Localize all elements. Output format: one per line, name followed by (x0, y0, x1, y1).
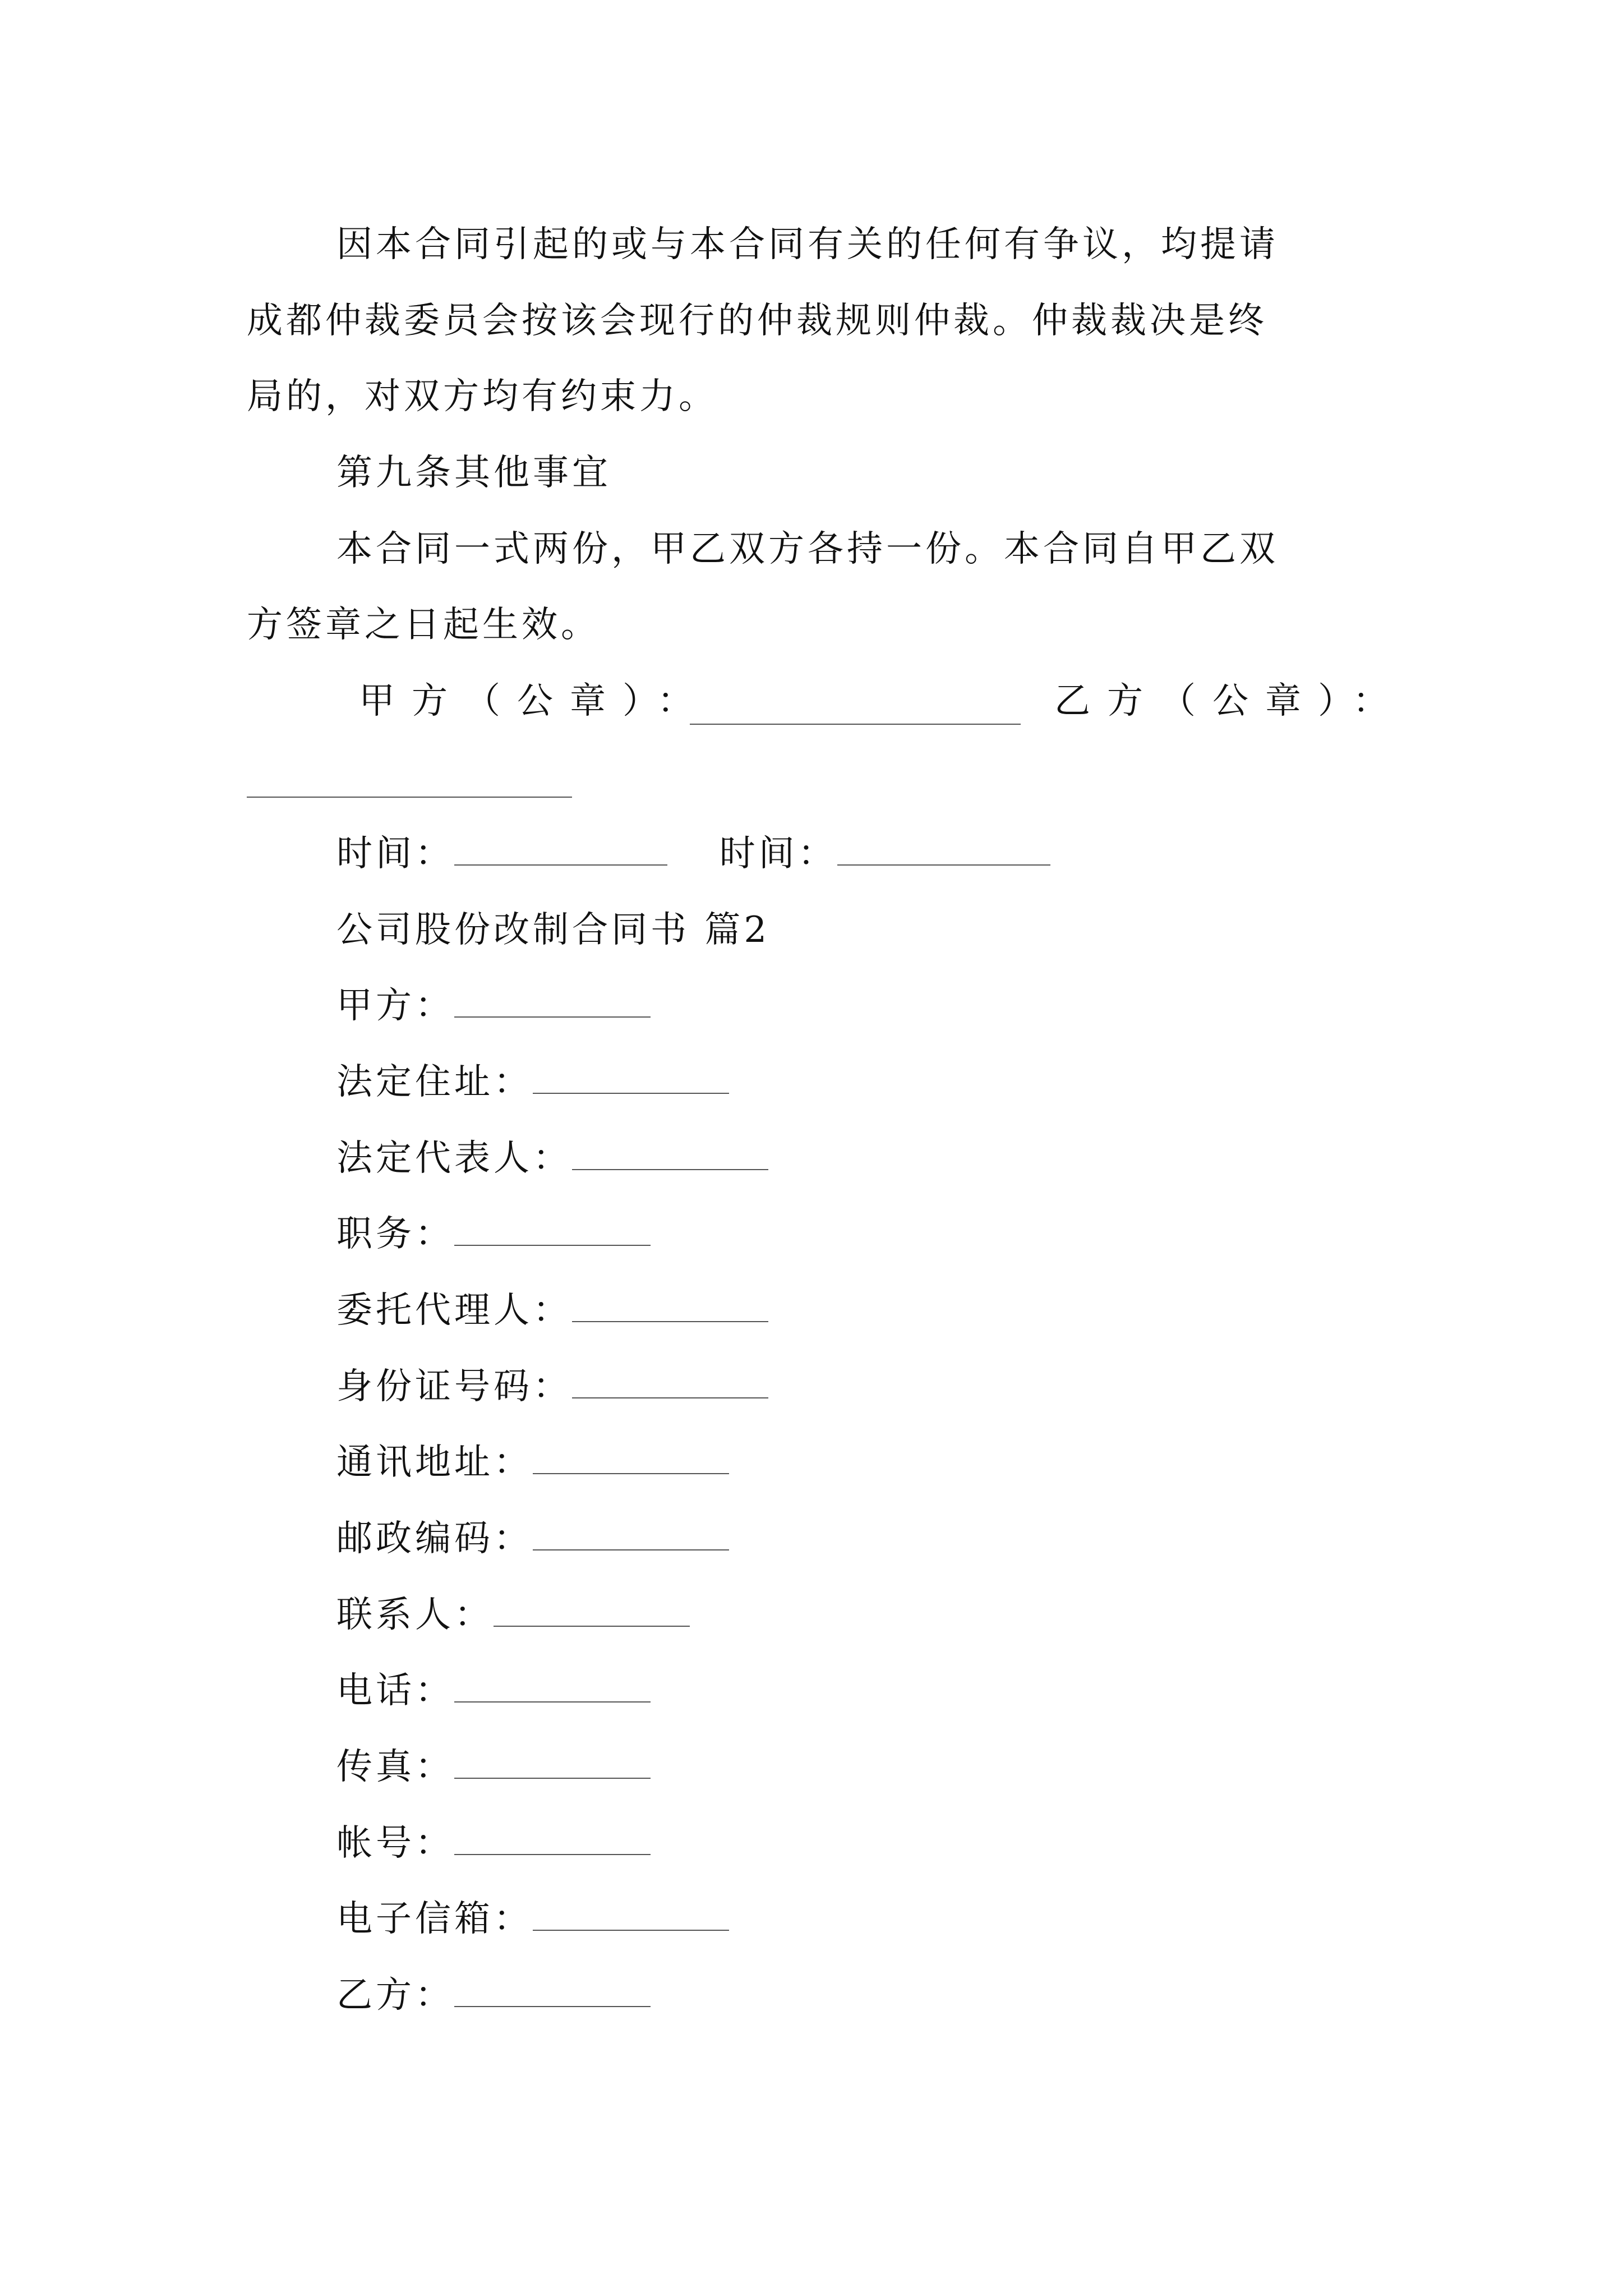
field-blank[interactable] (533, 1897, 729, 1931)
field-blank[interactable] (494, 1593, 690, 1627)
field-label: 电话： (336, 1670, 454, 1711)
field-label: 通讯地址： (336, 1442, 533, 1483)
time-a-blank[interactable] (454, 832, 667, 866)
field-blank[interactable] (454, 1212, 651, 1246)
field-label: 职务： (336, 1213, 454, 1255)
field-blank[interactable] (454, 1745, 651, 1779)
party-b-seal-label: 乙方（公章）： (1054, 680, 1405, 722)
time-a-row (336, 831, 1050, 876)
field-row-legal-representative (336, 1136, 768, 1181)
time-b-label: 时间： (719, 833, 837, 875)
field-row-email (336, 1897, 729, 1941)
field-row-mailing-address (336, 1440, 729, 1485)
field-blank[interactable] (533, 1060, 729, 1094)
field-label: 帐号： (336, 1823, 454, 1864)
field-blank[interactable] (533, 1517, 729, 1550)
field-row-agent (336, 1288, 768, 1333)
party-a-seal-blank[interactable] (690, 724, 1021, 725)
field-label: 委托代理人： (336, 1290, 572, 1331)
article-9-title: 第九条其他事宜 (336, 452, 611, 494)
field-blank[interactable] (454, 1669, 651, 1703)
party-b-seal-blank[interactable] (247, 797, 572, 798)
field-row-fax (336, 1745, 651, 1789)
field-row-party-b (336, 1973, 651, 2018)
field-row-postal-code (336, 1516, 729, 1561)
field-row-contact (336, 1593, 690, 1637)
field-blank[interactable] (533, 1441, 729, 1474)
field-blank[interactable] (572, 1365, 768, 1398)
field-label: 法定住址： (336, 1061, 533, 1103)
field-label: 身份证号码： (336, 1366, 572, 1407)
field-label: 邮政编码： (336, 1518, 533, 1559)
time-a-label: 时间： (336, 833, 454, 875)
dispute-paragraph-line-3: 局的，对双方均有约束力。 (247, 376, 718, 417)
field-row-account (336, 1821, 651, 1866)
field-blank[interactable] (572, 1289, 768, 1322)
field-blank[interactable] (454, 984, 651, 1018)
field-label: 甲方： (336, 985, 454, 1027)
dispute-paragraph-line-2: 成都仲裁委员会按该会现行的仲裁规则仲裁。仲裁裁决是终 (247, 300, 1267, 342)
copies-paragraph-line-2: 方签章之日起生效。 (247, 604, 600, 646)
party-a-seal-label: 甲方（公章）： (359, 680, 710, 722)
field-blank[interactable] (454, 1973, 651, 2007)
field-label: 联系人： (336, 1594, 494, 1636)
field-row-legal-address (336, 1060, 729, 1105)
field-row-id-number (336, 1364, 768, 1409)
field-row-phone (336, 1668, 651, 1713)
field-label: 传真： (336, 1746, 454, 1788)
field-label: 法定代表人： (336, 1138, 572, 1179)
copies-paragraph-line-1: 本合同一式两份，甲乙双方各持一份。本合同自甲乙双 (336, 528, 1279, 570)
field-blank[interactable] (454, 1821, 651, 1855)
field-row-position (336, 1212, 651, 1257)
section2-title: 公司股份改制合同书 篇2 (336, 909, 771, 951)
field-label: 乙方： (336, 1975, 454, 2016)
field-label: 电子信箱： (336, 1898, 533, 1940)
dispute-paragraph-line-1: 因本合同引起的或与本合同有关的任何有争议，均提请 (336, 224, 1279, 265)
field-row-party-a (336, 983, 651, 1028)
time-b-blank[interactable] (837, 832, 1050, 866)
field-blank[interactable] (572, 1137, 768, 1170)
